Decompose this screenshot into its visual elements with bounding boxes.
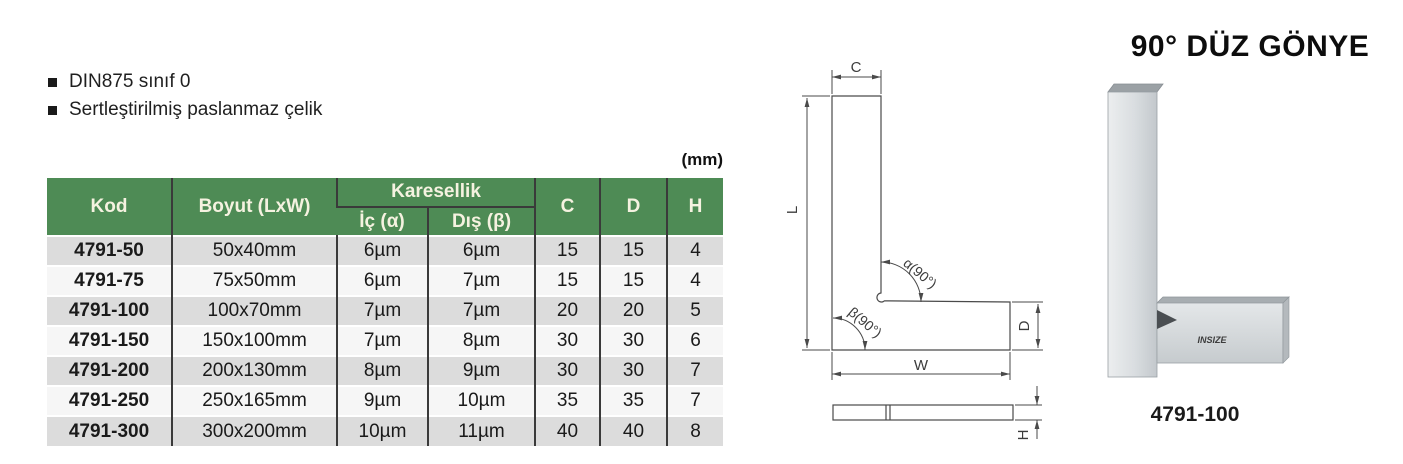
feature-text: Sertleştirilmiş paslanmaz çelik <box>69 99 323 120</box>
table-cell-dis: 10µm <box>428 386 535 416</box>
feature-item <box>48 68 322 96</box>
feature-list <box>48 68 322 124</box>
table-cell-kod: 4791-100 <box>47 296 172 326</box>
table-cell-d: 40 <box>600 416 667 446</box>
unit-label: (mm) <box>681 150 723 169</box>
dim-label-d: D <box>1016 320 1033 332</box>
product-image <box>1090 75 1300 395</box>
table-cell-h: 4 <box>667 266 723 296</box>
dim-label-w: W <box>913 357 929 374</box>
table-cell-d: 35 <box>600 386 667 416</box>
page-title: 90° DÜZ GÖNYE <box>1130 30 1370 63</box>
table-cell-d: 15 <box>600 236 667 266</box>
table-cell-kod: 4791-300 <box>47 416 172 446</box>
square-base-top-face <box>1157 297 1289 303</box>
table-cell-dis: 11µm <box>428 416 535 446</box>
table-cell-ic: 6µm <box>337 236 428 266</box>
feature-text: DIN875 sınıf 0 <box>69 71 191 92</box>
table-cell-ic: 7µm <box>337 326 428 356</box>
table-row <box>47 356 723 386</box>
table-cell-c: 30 <box>535 326 600 356</box>
table-row <box>47 416 723 446</box>
table-cell-d: 15 <box>600 266 667 296</box>
table-cell-boyut: 75x50mm <box>172 266 337 296</box>
col-header-c: C <box>535 178 600 236</box>
table-cell-kod: 4791-250 <box>47 386 172 416</box>
table-cell-h: 7 <box>667 356 723 386</box>
table-cell-h: 8 <box>667 416 723 446</box>
table-cell-dis: 6µm <box>428 236 535 266</box>
table-cell-dis: 7µm <box>428 266 535 296</box>
table-cell-h: 6 <box>667 326 723 356</box>
table-row <box>47 386 723 416</box>
table-cell-c: 20 <box>535 296 600 326</box>
square-blade-top-face <box>1108 84 1163 92</box>
square-blade <box>1108 92 1157 377</box>
table-cell-dis: 9µm <box>428 356 535 386</box>
table-cell-kod: 4791-150 <box>47 326 172 356</box>
table-row <box>47 296 723 326</box>
table-cell-ic: 9µm <box>337 386 428 416</box>
angle-label-alpha: α(90°) <box>900 254 941 292</box>
dim-label-h: H <box>1015 429 1032 441</box>
table-cell-kod: 4791-200 <box>47 356 172 386</box>
technical-drawing <box>770 50 1070 460</box>
spec-table <box>47 178 723 446</box>
col-header-dis: Dış (β) <box>428 207 535 236</box>
table-cell-c: 30 <box>535 356 600 386</box>
brand-logo-text: INSIZE <box>1197 335 1227 345</box>
table-cell-dis: 8µm <box>428 326 535 356</box>
dim-label-c: C <box>850 59 862 76</box>
table-cell-boyut: 300x200mm <box>172 416 337 446</box>
table-cell-kod: 4791-50 <box>47 236 172 266</box>
square-base-end-face <box>1283 297 1289 363</box>
table-cell-boyut: 100x70mm <box>172 296 337 326</box>
square-side-view <box>833 405 1013 420</box>
table-row <box>47 236 723 266</box>
bullet-icon <box>48 106 57 115</box>
table-row <box>47 326 723 356</box>
table-cell-ic: 7µm <box>337 296 428 326</box>
table-cell-dis: 7µm <box>428 296 535 326</box>
feature-item <box>48 96 322 124</box>
col-header-boyut: Boyut (LxW) <box>172 178 337 236</box>
table-cell-d: 30 <box>600 326 667 356</box>
square-base <box>1157 303 1283 363</box>
table-cell-ic: 8µm <box>337 356 428 386</box>
table-cell-c: 15 <box>535 266 600 296</box>
table-cell-ic: 10µm <box>337 416 428 446</box>
col-header-d: D <box>600 178 667 236</box>
table-cell-h: 4 <box>667 236 723 266</box>
table-cell-boyut: 50x40mm <box>172 236 337 266</box>
table-cell-d: 20 <box>600 296 667 326</box>
table-cell-c: 35 <box>535 386 600 416</box>
angle-label-beta: β(90°) <box>845 303 886 341</box>
col-header-ic: İç (α) <box>337 207 428 236</box>
spec-table-header <box>47 178 723 236</box>
table-cell-kod: 4791-75 <box>47 266 172 296</box>
col-header-kod: Kod <box>47 178 172 236</box>
table-cell-d: 30 <box>600 356 667 386</box>
col-header-h: H <box>667 178 723 236</box>
bullet-icon <box>48 78 57 87</box>
table-cell-h: 7 <box>667 386 723 416</box>
table-cell-c: 40 <box>535 416 600 446</box>
table-cell-boyut: 200x130mm <box>172 356 337 386</box>
product-code-label: 4791-100 <box>1150 403 1240 426</box>
col-header-karesellik: Karesellik <box>337 178 535 207</box>
table-cell-boyut: 250x165mm <box>172 386 337 416</box>
spec-table-body <box>47 236 723 446</box>
dim-label-l: L <box>784 205 801 215</box>
table-cell-h: 5 <box>667 296 723 326</box>
table-cell-c: 15 <box>535 236 600 266</box>
table-cell-ic: 6µm <box>337 266 428 296</box>
table-cell-boyut: 150x100mm <box>172 326 337 356</box>
table-row <box>47 266 723 296</box>
